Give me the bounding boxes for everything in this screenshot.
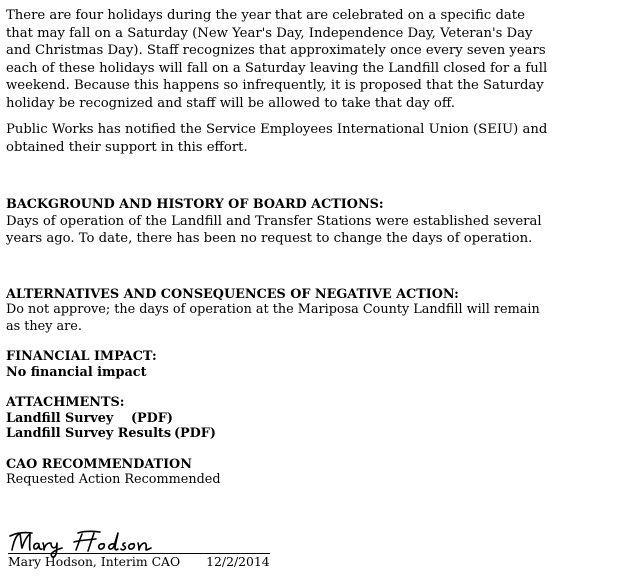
seiu-paragraph: Public Works has notified the Service Employees International Union (SEIU) and obtained their support in this effort. [6,122,548,155]
attachment-name[interactable]: Landfill Survey Results [6,426,172,441]
financial-impact-heading: FINANCIAL IMPACT: [6,349,157,364]
background-heading: BACKGROUND AND HISTORY OF BOARD ACTIONS: [6,197,384,212]
cao-recommendation-text: Requested Action Recommended [6,472,221,487]
background-text: Days of operation of the Landfill and Transfer Stations were established several years ago. To date, there has been no request to change the days of operation. [6,213,542,246]
signature-date: 12/2/2014 [206,554,270,569]
signature-caption [8,554,270,569]
attachment-link[interactable] [6,411,554,427]
signer-name-title: Mary Hodson, Interim CAO [8,554,181,569]
document-body [6,7,554,488]
attachment-link[interactable] [6,426,554,442]
financial-impact-text: No financial impact [6,364,147,380]
attachment-type[interactable]: (PDF) [174,426,216,441]
attachment-type[interactable]: (PDF) [131,410,173,426]
intro-paragraph: There are four holidays during the year that are celebrated on a specific date that may fall on a Saturday (New Year's Day, Independence Day, Veteran's Day and Christmas Day). Staff recognizes that approximately once every seven years each of these holidays will fall on a Saturday leaving the Landfill closed for a full weekend. Because this happens so infrequently, it is proposed that the Saturday holiday be recognized and staff will be allowed to take that day off. [6,8,548,111]
signature-block [8,528,278,578]
attachment-name[interactable]: Landfill Survey [6,410,114,426]
cao-recommendation-heading: CAO RECOMMENDATION [6,456,192,472]
alternatives-heading: ALTERNATIVES AND CONSEQUENCES OF NEGATIVE ACTION: [6,286,459,302]
attachments-heading: ATTACHMENTS: [6,395,125,410]
alternatives-text: Do not approve; the days of operation at the Mariposa County Landfill will remain as they are. [6,302,540,334]
